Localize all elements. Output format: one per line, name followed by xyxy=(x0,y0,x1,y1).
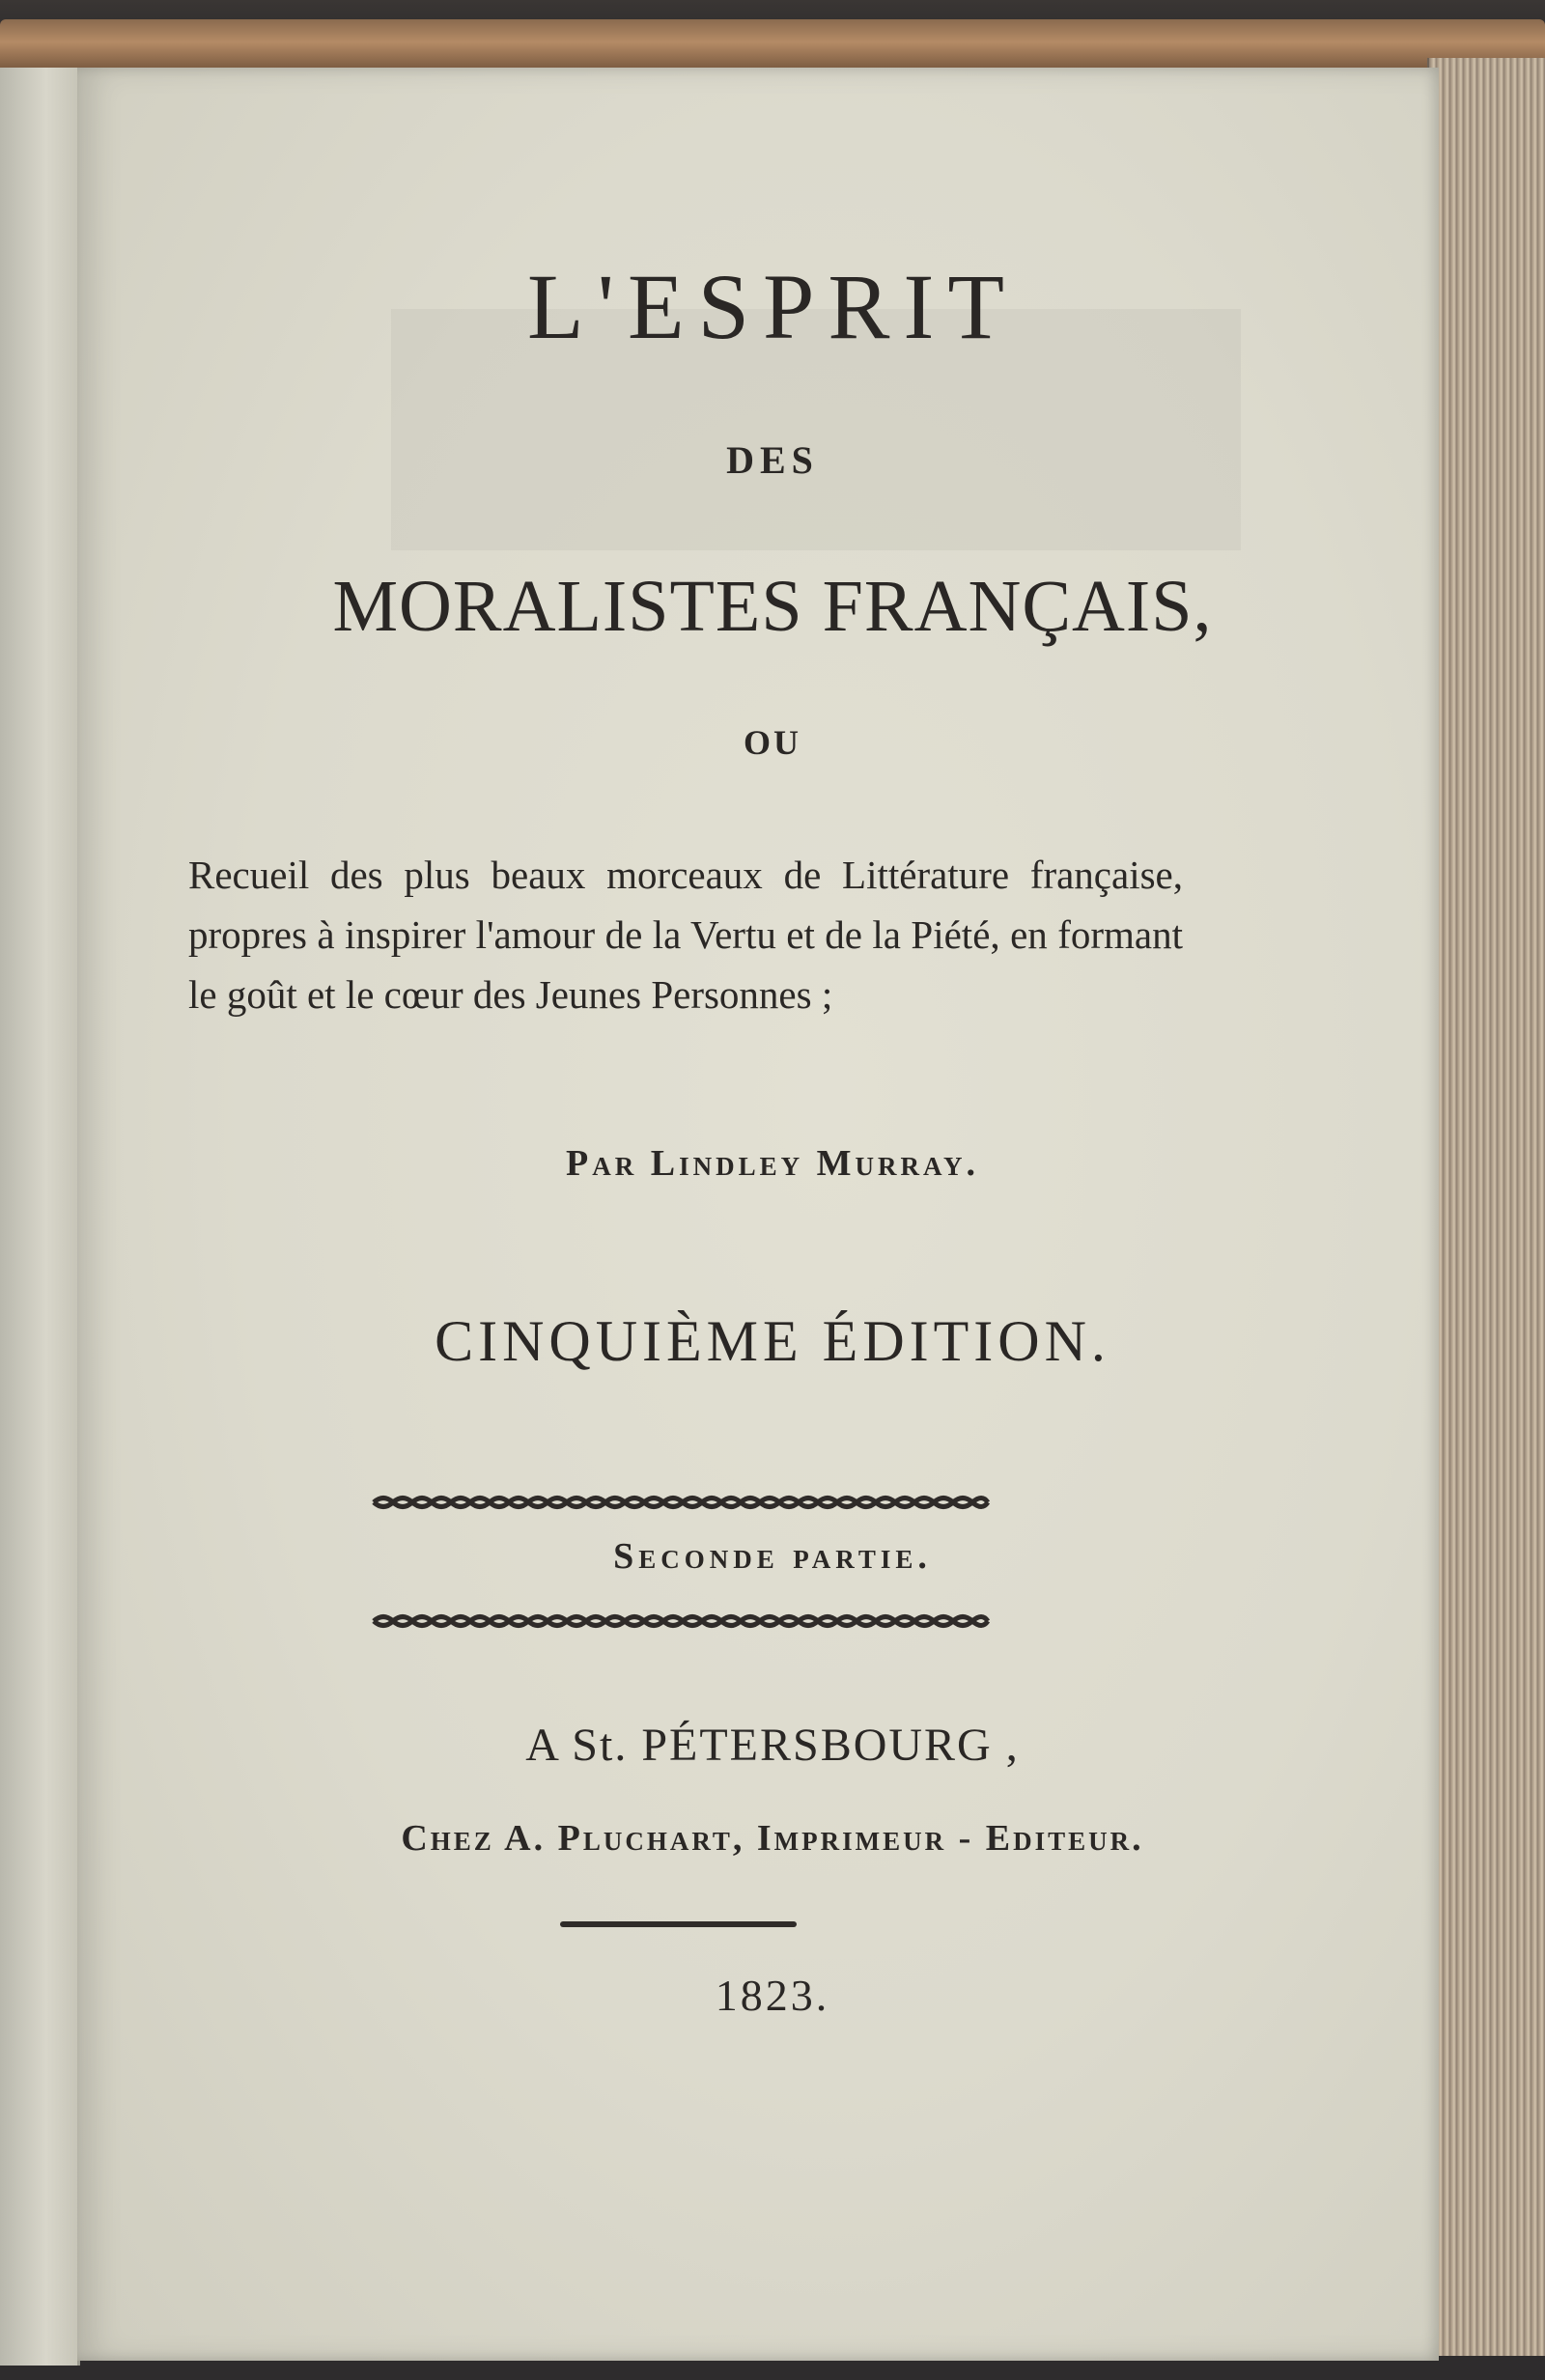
place-line: A St. PÉTERSBOURG , xyxy=(525,1720,1020,1771)
ornament-rule-bottom xyxy=(372,1610,990,1632)
subtitle-paragraph: Recueil des plus beaux morceaux de Littérature française, propres à inspirer l'amour de la Vertu et de la Piété, en formant le goût et le cœur des Jeunes Personnes ; xyxy=(188,853,1183,1017)
left-page-edge xyxy=(0,68,80,2366)
year-line: 1823. xyxy=(715,1971,830,2020)
short-rule xyxy=(560,1921,797,1927)
main-title: MORALISTES FRANÇAIS, xyxy=(332,566,1213,647)
author-line: Par Lindley Murray. xyxy=(566,1143,979,1184)
ornament-rule-top xyxy=(372,1492,990,1513)
edition-line: CINQUIÈME ÉDITION. xyxy=(435,1309,1110,1373)
title-ou: OU xyxy=(744,723,801,762)
publisher-line: Chez A. Pluchart, Imprimeur - Editeur. xyxy=(401,1818,1144,1859)
book-spine-edge xyxy=(0,19,1545,70)
part-line: Seconde partie. xyxy=(613,1536,932,1577)
book-title: L'ESPRIT xyxy=(527,255,1018,358)
title-des: DES xyxy=(726,438,819,482)
